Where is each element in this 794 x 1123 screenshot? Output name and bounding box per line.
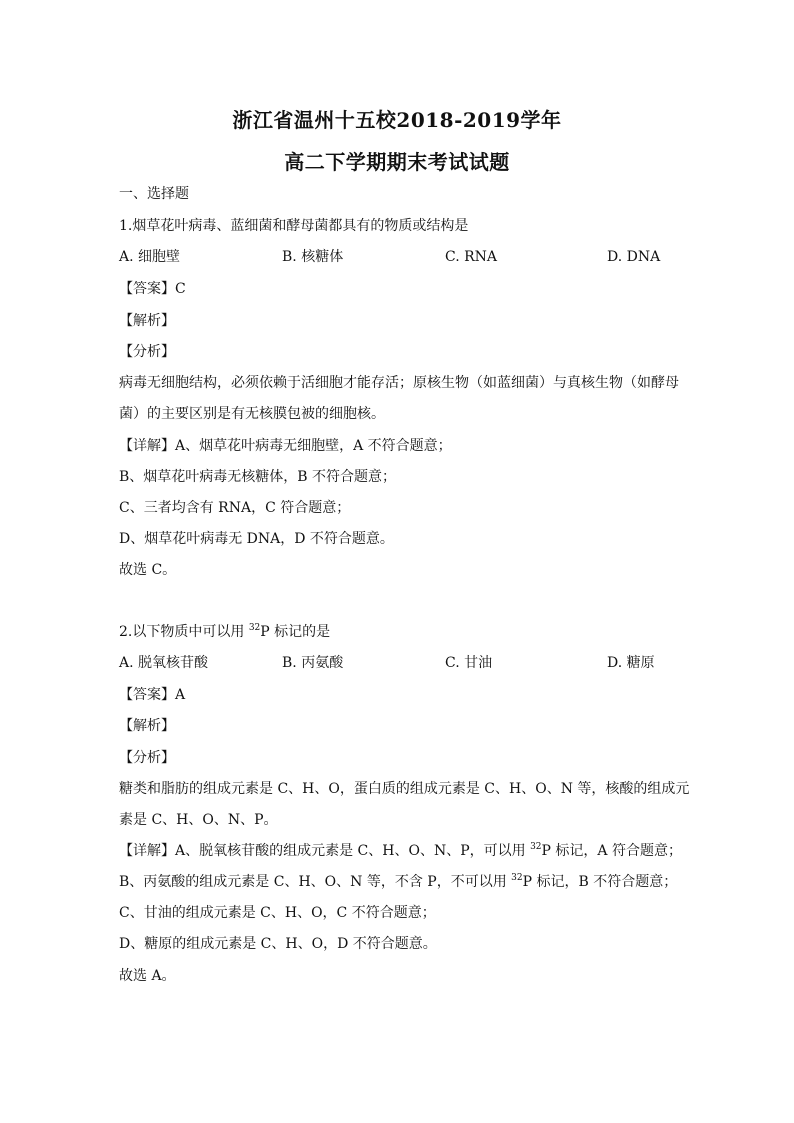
q1-option-b: B. 核糖体 (282, 249, 344, 265)
q2-stem-text: 2.以下物质中可以用 (119, 624, 249, 640)
q2-analysis-label: 【解析】 (119, 718, 175, 734)
q2-option-c: C. 甘油 (445, 655, 493, 671)
q1-detail-b: B、烟草花叶病毒无核糖体，B 不符合题意； (119, 469, 397, 485)
q1-option-c: C. RNA (445, 249, 498, 265)
q2-stem-text-end: P 标记的是 (260, 624, 331, 640)
question-2-stem (119, 622, 689, 642)
q2-fenxi-line-1: 糖类和脂肪的组成元素是 C、H、O，蛋白质的组成元素是 C、H、O、N 等，核酸的组成元 (119, 781, 690, 797)
q1-detail-d: D、烟草花叶病毒无 DNA，D 不符合题意。 (119, 531, 394, 547)
q2-option-d: D. 糖原 (607, 655, 655, 671)
q1-fenxi-line-2: 菌）的主要区别是有无核膜包被的细胞核。 (119, 406, 385, 422)
question-1-stem: 1.烟草花叶病毒、蓝细菌和酵母菌都具有的物质或结构是 (119, 218, 469, 234)
q2-detail-a (119, 841, 689, 861)
q2-detail-a-text: 【详解】A、脱氧核苷酸的组成元素是 C、H、O、N、P，可以用 (119, 843, 531, 859)
section-heading: 一、选择题 (119, 186, 189, 202)
q2-detail-b-text: B、丙氨酸的组成元素是 C、H、O、N 等，不含 P，不可以用 (119, 874, 512, 890)
q2-detail-b-text-end: P 标记，B 不符合题意； (522, 874, 678, 890)
q2-fenxi-label: 【分析】 (119, 750, 175, 766)
document-subtitle: 高二下学期期末考试试题 (284, 150, 510, 174)
q2-fenxi-line-2: 素是 C、H、O、N、P。 (119, 812, 278, 828)
q2-stem-superscript: 32 (248, 623, 261, 633)
q1-analysis-label: 【解析】 (119, 313, 175, 329)
q2-detail-a-text-end: P 标记，A 符合题意； (541, 843, 682, 859)
q1-fenxi-label: 【分析】 (119, 344, 175, 360)
q1-answer: 【答案】C (119, 281, 186, 297)
q1-option-a: A. 细胞壁 (119, 249, 181, 265)
q2-detail-d: D、糖原的组成元素是 C、H、O，D 不符合题意。 (119, 936, 437, 952)
q1-conclusion: 故选 C。 (119, 562, 177, 578)
q2-option-a: A. 脱氧核苷酸 (119, 655, 209, 671)
q1-option-d: D. DNA (607, 249, 661, 265)
q2-option-b: B. 丙氨酸 (282, 655, 344, 671)
q2-detail-b-superscript: 32 (511, 873, 523, 883)
q1-detail-c: C、三者均含有 RNA，C 符合题意； (119, 500, 351, 516)
q2-answer: 【答案】A (119, 687, 186, 703)
q1-fenxi-line-1: 病毒无细胞结构，必须依赖于活细胞才能存活；原核生物（如蓝细菌）与真核生物（如酵母 (119, 375, 679, 391)
q2-detail-a-superscript: 32 (530, 842, 542, 852)
q2-detail-b (119, 872, 689, 892)
q2-conclusion: 故选 A。 (119, 968, 176, 984)
document-title: 浙江省温州十五校2018-2019学年 (232, 108, 562, 132)
q1-detail-a: 【详解】A、烟草花叶病毒无细胞壁，A 不符合题意； (119, 438, 452, 454)
q2-detail-c: C、甘油的组成元素是 C、H、O，C 不符合题意； (119, 905, 436, 921)
